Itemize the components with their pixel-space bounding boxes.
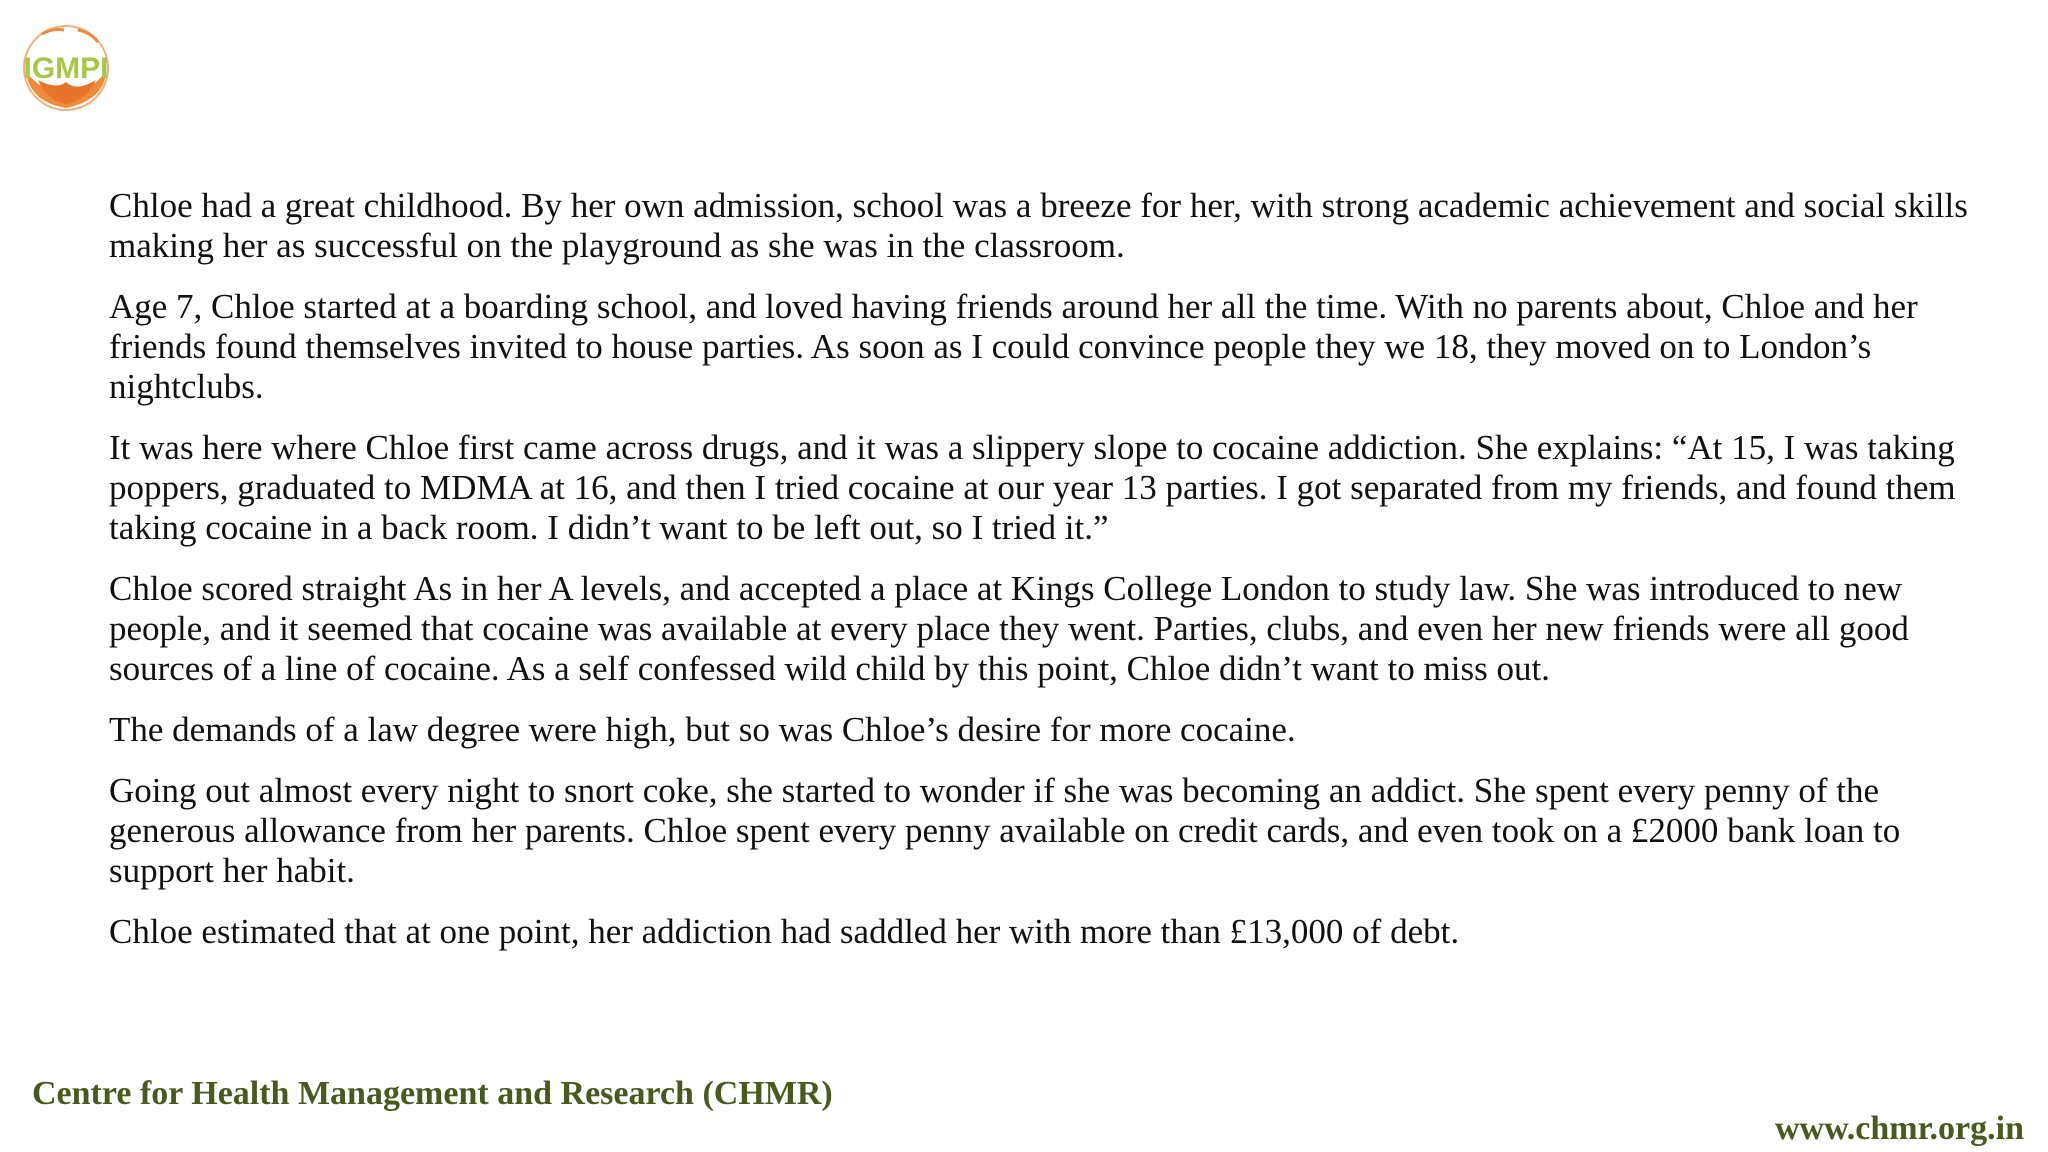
logo-text: IGMPI	[23, 52, 109, 85]
logo-globe-icon	[16, 20, 116, 112]
paragraph-5: The demands of a law degree were high, but so was Chloe’s desire for more cocaine.	[109, 710, 1296, 749]
paragraph-4: Chloe scored straight As in her A levels, and accepted a place at Kings College London to study law. She was introduced to new people, and it seemed that cocaine was available at every place they went. Parties, clubs, and even her new friends were all good sources of a line of cocaine. As a self confessed wild child by this point, Chloe didn’t want to miss out.	[109, 569, 1909, 688]
paragraph-1: Chloe had a great childhood. By her own admission, school was a breeze for her, with strong academic achievement and social skills making her as successful on the playground as she was in the classroom.	[109, 186, 1968, 265]
paragraph-6: Going out almost every night to snort coke, she started to wonder if she was becoming an addict. She spent every penny of the generous allowance from her parents. Chloe spent every penny available on credit cards, and even took on a £2000 bank loan to support her habit.	[109, 771, 1901, 890]
paragraph-3: It was here where Chloe first came across drugs, and it was a slippery slope to cocaine addiction. She explains: “At 15, I was taking poppers, graduated to MDMA at 16, and then I tried cocaine at our year 13 parties. I got separated from my friends, and found them taking cocaine in a back room. I didn’t want to be left out, so I tried it.”	[109, 428, 1956, 547]
igmpi-logo	[16, 20, 116, 112]
paragraph-7: Chloe estimated that at one point, her addiction had saddled her with more than £13,000 of debt.	[109, 912, 1460, 951]
paragraph-2: Age 7, Chloe started at a boarding school, and loved having friends around her all the time. With no parents about, Chloe and her friends found themselves invited to house parties. As soon as I could convince people they we 18, they moved on to London’s nightclubs.	[109, 287, 1918, 406]
footer-organization: Centre for Health Management and Research (CHMR)	[32, 1075, 833, 1112]
article-body	[109, 186, 1989, 973]
footer-website: www.chmr.org.in	[1774, 1110, 2024, 1147]
